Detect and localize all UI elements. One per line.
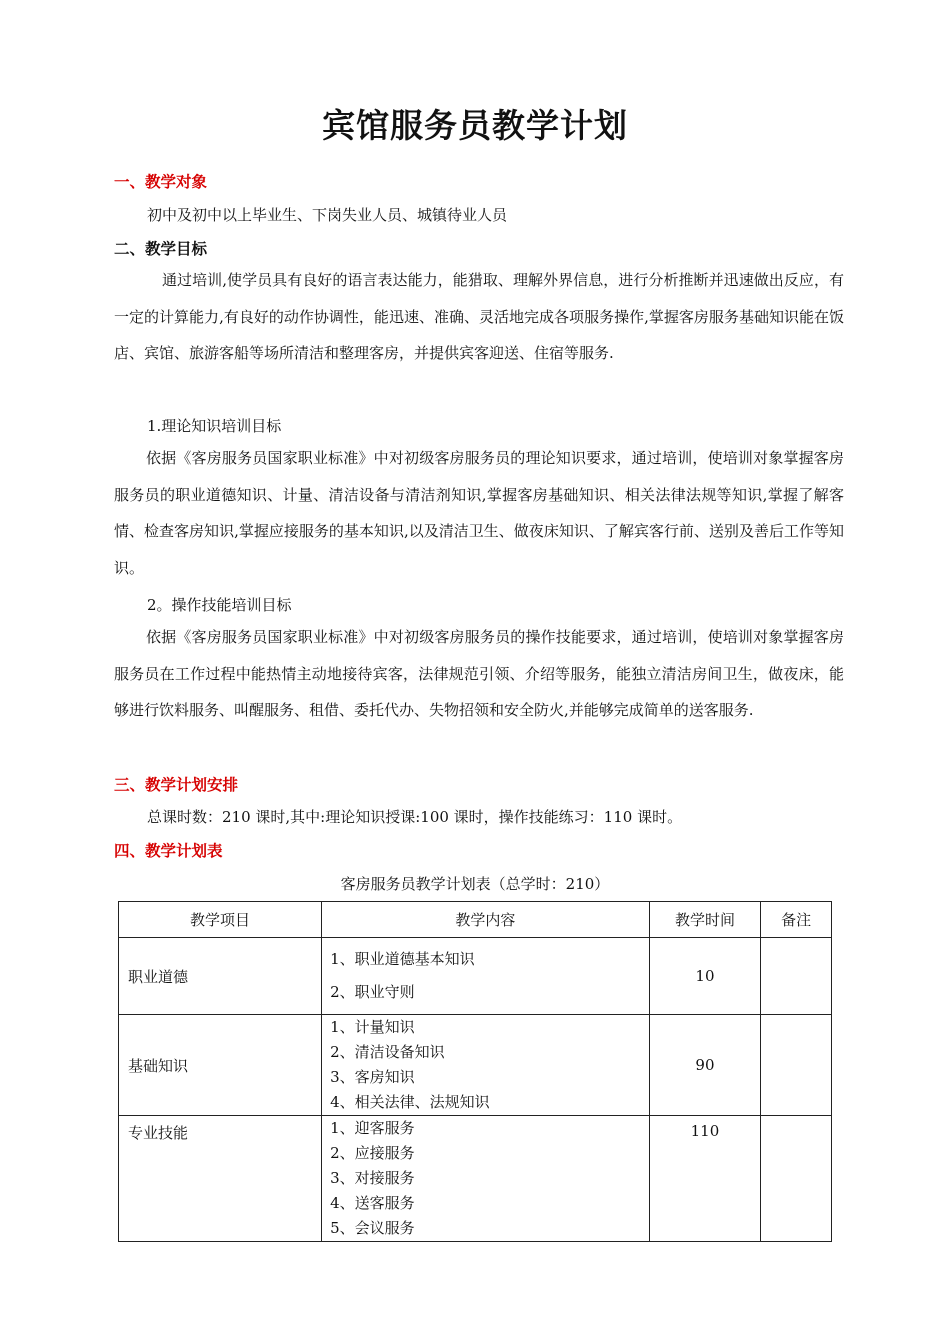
table-row <box>119 938 832 1015</box>
row-project: 专业技能 <box>119 1116 322 1242</box>
table-caption: 客房服务员教学计划表（总学时：210） <box>340 875 610 893</box>
teaching-goal-intro: 通过培训,使学员具有良好的语言表达能力，能猎取、理解外界信息，进行分析推断并迅速做出反应，有一定的计算能力,有良好的动作协调性，能迅速、准确、灵活地完成各项服务操作,掌握客房服务基础知识能在饭店、宾馆、旅游客船等场所清洁和整理客房，并提供宾客迎送、住宿等服务. <box>114 271 844 363</box>
plan-arrangement-text: 总课时数：210 课时,其中:理论知识授课:100 课时，操作技能练习：110 课时。 <box>147 808 683 826</box>
header-note: 备注 <box>761 902 832 938</box>
list-item: 2、应接服务 <box>330 1144 415 1162</box>
section-heading-plan-table: 四、教学计划表 <box>114 842 223 860</box>
theory-goal-title: 1.理论知识培训目标 <box>147 417 282 435</box>
row-note <box>761 938 832 1015</box>
list-item: 3、客房知识 <box>330 1068 415 1086</box>
table-row <box>119 1015 832 1116</box>
header-hours: 教学时间 <box>649 902 761 938</box>
row-hours: 90 <box>649 1015 761 1116</box>
skill-goal-title: 2。操作技能培训目标 <box>147 596 292 614</box>
list-item: 5、会议服务 <box>330 1219 415 1237</box>
list-item: 4、相关法律、法规知识 <box>330 1093 490 1111</box>
list-item: 1、计量知识 <box>330 1018 415 1036</box>
table-row <box>119 1116 832 1242</box>
teaching-target-text: 初中及初中以上毕业生、下岗失业人员、城镇待业人员 <box>147 206 508 224</box>
table-header-row <box>119 902 832 938</box>
row-hours: 110 <box>649 1116 761 1242</box>
row-items <box>322 1116 650 1242</box>
section-heading-teaching-target: 一、教学对象 <box>114 173 208 191</box>
list-item: 1、迎客服务 <box>330 1119 415 1137</box>
row-note <box>761 1116 832 1242</box>
list-item: 2、清洁设备知识 <box>330 1043 445 1061</box>
document-title: 宾馆服务员教学计划 <box>322 106 628 145</box>
row-hours: 10 <box>649 938 761 1015</box>
row-items <box>322 1015 650 1116</box>
teaching-plan-table <box>118 901 832 1242</box>
header-content: 教学内容 <box>322 902 650 938</box>
list-item: 3、对接服务 <box>330 1169 415 1187</box>
skill-goal-text: 依据《客房服务员国家职业标准》中对初级客房服务员的操作技能要求，通过培训，使培训对象掌握客房服务员在工作过程中能热情主动地接待宾客，法律规范引领、介绍等服务，能独立清洁房间卫生，做夜床，能够进行饮料服务、叫醒服务、租借、委托代办、失物招领和安全防火,并能够完成简单的送客服务. <box>114 628 844 720</box>
row-note <box>761 1015 832 1116</box>
list-item: 1、职业道德基本知识 <box>330 950 475 968</box>
theory-goal-text: 依据《客房服务员国家职业标准》中对初级客房服务员的理论知识要求，通过培训，使培训对象掌握客房服务员的职业道德知识、计量、清洁设备与清洁剂知识,掌握客房基础知识、相关法律法规等知识,掌握了解客情、检查客房知识,掌握应接服务的基本知识,以及清洁卫生、做夜床知识、了解宾客行前、送别及善后工作等知识。 <box>114 449 844 577</box>
section-heading-teaching-goal: 二、教学目标 <box>114 240 208 258</box>
row-project: 基础知识 <box>119 1015 322 1116</box>
list-item: 2、职业守则 <box>330 983 415 1001</box>
header-project: 教学项目 <box>119 902 322 938</box>
list-item: 4、送客服务 <box>330 1194 415 1212</box>
section-heading-plan-arrangement: 三、教学计划安排 <box>114 776 239 794</box>
row-project: 职业道德 <box>119 938 322 1015</box>
row-items <box>322 938 650 1015</box>
